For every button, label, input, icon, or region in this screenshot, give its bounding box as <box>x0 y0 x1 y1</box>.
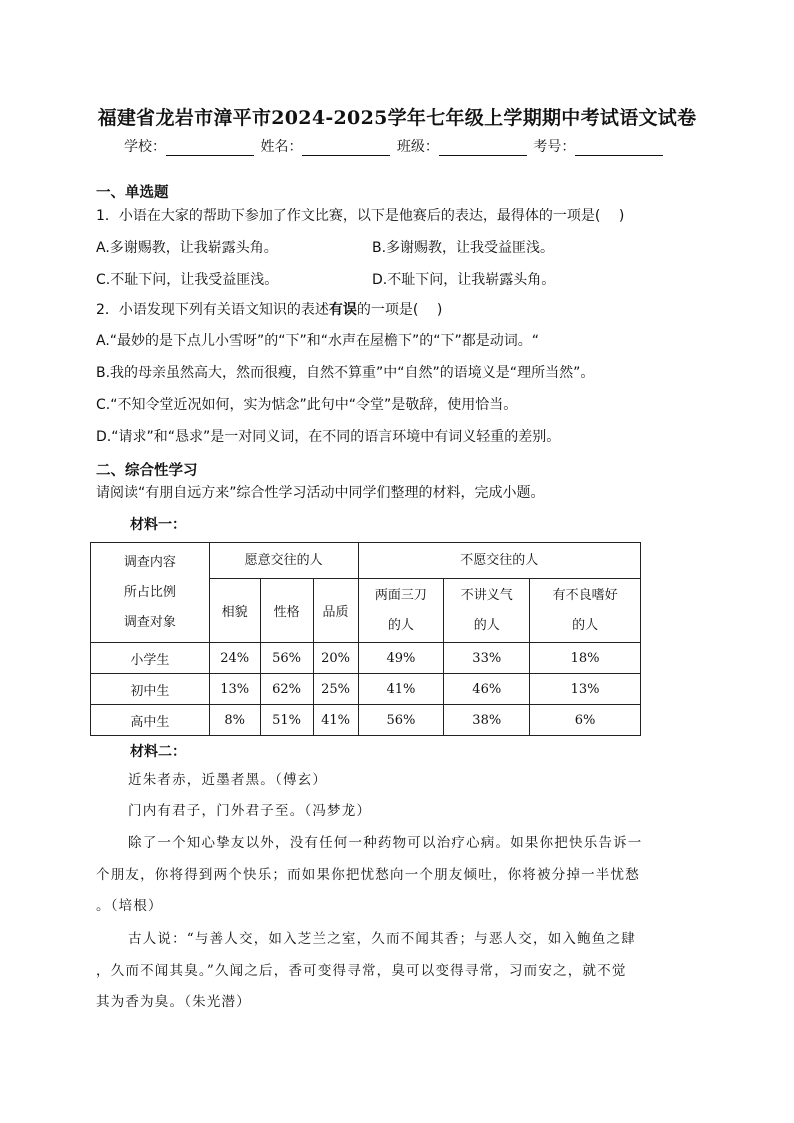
table-cell: 18% <box>530 643 641 674</box>
corner-survey-content: 调查内容 <box>123 554 176 570</box>
table-cell: 56% <box>260 643 313 674</box>
question-2-stem-pre: 2．小语发现下列有关语文知识的表述 <box>96 302 329 318</box>
corner-survey-subject: 调查对象 <box>123 614 176 630</box>
paragraph-zhu-guangqian <box>96 924 700 1019</box>
table-cell: 49% <box>358 643 444 674</box>
paragraph-bacon-line2: 个朋友，你将得到两个快乐；而如果你把忧愁向一个朋友倾吐，你将被分掉一半忧愁 <box>96 866 640 883</box>
table-cell: 38% <box>444 705 530 736</box>
section-2-intro: 请阅读“有朋自远方来”综合性学习活动中同学们整理的材料，完成小题。 <box>96 485 545 501</box>
exam-number-label: 考号： <box>533 139 576 155</box>
table-cell: 20% <box>313 643 358 674</box>
table-cell: 8% <box>209 705 260 736</box>
table-cell: 46% <box>444 674 530 705</box>
subheader-two-faced-line1: 两面三刀 <box>374 587 427 603</box>
student-info-line <box>124 136 684 156</box>
subheader-two-faced <box>358 579 444 643</box>
subheader-character: 品质 <box>313 579 358 643</box>
quote-feng-menglong: 门内有君子，门外君子至。（冯梦龙） <box>128 803 372 819</box>
exam-number-blank[interactable] <box>575 140 663 156</box>
table-cell: 41% <box>358 674 444 705</box>
section-heading-comprehensive-study: 二、综合性学习 <box>96 463 198 479</box>
table-cell: 13% <box>209 674 260 705</box>
table-cell: 6% <box>530 705 641 736</box>
paragraph-bacon-line3: 。（培根） <box>96 898 163 914</box>
table-cell: 25% <box>313 674 358 705</box>
subheader-appearance: 相貌 <box>209 579 260 643</box>
class-label: 班级： <box>396 139 439 155</box>
material-1-label: 材料一： <box>130 517 186 533</box>
section-heading-single-choice: 一、单选题 <box>96 185 169 201</box>
table-cell: 24% <box>209 643 260 674</box>
table-row <box>91 643 641 674</box>
table-cell: 56% <box>358 705 444 736</box>
subheader-bad-habits <box>530 579 641 643</box>
question-2-option-a[interactable]: A.“最妙的是下点儿小雪呀”的“下”和“水声在屋檐下”的“下”都是动词。“ <box>96 333 540 349</box>
question-2-stem-emphasis: 有误 <box>328 302 357 318</box>
corner-proportion: 所占比例 <box>123 584 176 600</box>
question-2-option-d[interactable]: D.“请求”和“恳求”是一对同义词，在不同的语言环境中有词义轻重的差别。 <box>96 429 561 445</box>
question-1-option-d[interactable]: D.不耻下问，让我崭露头角。 <box>372 272 556 288</box>
table-cell: 41% <box>313 705 358 736</box>
subheader-two-faced-line2: 的人 <box>387 617 414 633</box>
group-willing-header: 愿意交往的人 <box>209 543 358 579</box>
question-2-option-c[interactable]: C.“不知令堂近况如何，实为惦念”此句中“令堂”是敬辞，使用恰当。 <box>96 397 518 413</box>
row-label: 高中生 <box>91 705 210 736</box>
table-corner-header <box>91 543 210 643</box>
paragraph-zhu-line3: 其为香为臭。（朱光潜） <box>96 994 251 1010</box>
question-2-option-b[interactable]: B.我的母亲虽然高大，然而很瘦，自然不算重”中“自然”的语境义是“理所当然”。 <box>96 365 595 381</box>
question-2-stem-post: 的一项是( ) <box>356 302 443 318</box>
class-blank[interactable] <box>439 140 527 156</box>
name-blank[interactable] <box>302 140 390 156</box>
material-2-label: 材料二： <box>130 744 186 760</box>
table-row <box>91 705 641 736</box>
question-1-option-a[interactable]: A.多谢赐教，让我崭露头角。 <box>96 240 278 256</box>
row-label: 初中生 <box>91 674 210 705</box>
name-label: 姓名： <box>260 139 303 155</box>
question-1-option-b[interactable]: B.多谢赐教，让我受益匪浅。 <box>372 240 555 256</box>
subheader-disloyal-line2: 的人 <box>473 617 500 633</box>
subheader-personality: 性格 <box>260 579 313 643</box>
subheader-bad-habits-line1: 有不良嗜好 <box>552 587 618 603</box>
subheader-disloyal-line1: 不讲义气 <box>460 587 513 603</box>
paragraph-zhu-line2: ，久而不闻其臭。”久闻之后，香可变得寻常，臭可以变得寻常，习而安之，就不觉 <box>96 962 627 979</box>
survey-table <box>90 542 641 736</box>
paragraph-bacon-line1: 除了一个知心挚友以外，没有任何一种药物可以治疗心病。如果你把快乐告诉一 <box>128 835 643 851</box>
paragraph-zhu-line1: 古人说：“与善人交，如入芝兰之室，久而不闻其香；与恶人交，如入鲍鱼之肆 <box>128 931 636 947</box>
school-label: 学校： <box>124 139 166 155</box>
question-1-stem: 1．小语在大家的帮助下参加了作文比赛，以下是他赛后的表达，最得体的一项是( ) <box>96 208 625 224</box>
table-cell: 51% <box>260 705 313 736</box>
table-cell: 62% <box>260 674 313 705</box>
quote-fu-xuan: 近朱者赤，近墨者黑。（傅玄） <box>128 772 328 788</box>
question-2-stem <box>96 299 442 319</box>
row-label: 小学生 <box>91 643 210 674</box>
table-cell: 13% <box>530 674 641 705</box>
table-row <box>91 674 641 705</box>
group-unwilling-header: 不愿交往的人 <box>358 543 640 579</box>
subheader-bad-habits-line2: 的人 <box>572 617 599 633</box>
subheader-disloyal <box>444 579 530 643</box>
school-blank[interactable] <box>166 140 254 156</box>
paragraph-bacon <box>96 828 700 923</box>
exam-title: 福建省龙岩市漳平市2024-2025学年七年级上学期期中考试语文试卷 <box>97 107 697 129</box>
table-cell: 33% <box>444 643 530 674</box>
question-1-option-c[interactable]: C.不耻下问，让我受益匪浅。 <box>96 272 279 288</box>
